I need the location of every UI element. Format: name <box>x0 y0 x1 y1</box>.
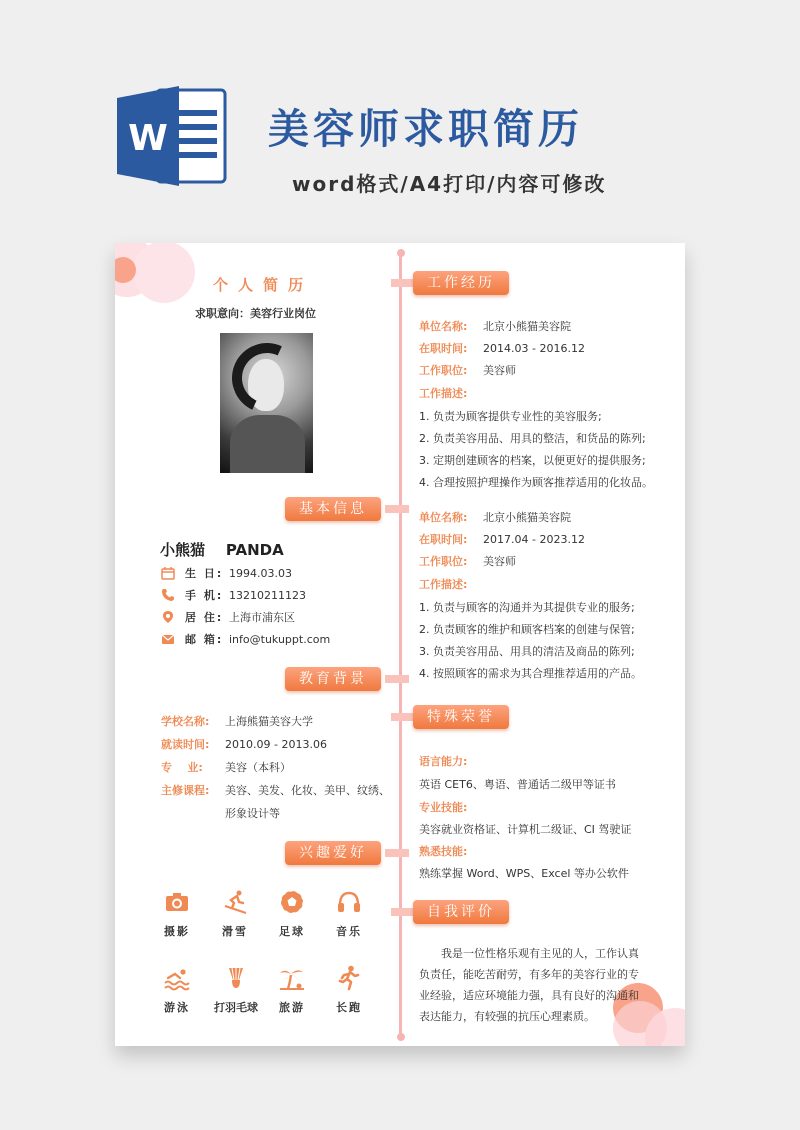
section-education: 教育背景 <box>285 667 381 691</box>
work-label: 单位名称: <box>419 511 468 524</box>
work2-position <box>419 553 516 569</box>
hobby-label: 旅游 <box>279 1001 305 1014</box>
edu-label: 就读时间: <box>161 738 210 751</box>
work-label: 工作职位: <box>419 364 468 377</box>
hobby-label: 足球 <box>279 925 305 938</box>
work-value: 美容师 <box>483 364 516 377</box>
work2-time <box>419 531 585 547</box>
work1-duty: 1. 负责为顾客提供专业性的美容服务; <box>419 410 602 423</box>
work-value: 2017.04 - 2023.12 <box>483 533 585 546</box>
hobby-label: 摄影 <box>164 925 190 938</box>
edu-value: 上海熊猫美容大学 <box>225 715 313 728</box>
hobby-football <box>272 889 312 939</box>
work1-company <box>419 318 571 334</box>
section-connector <box>385 849 409 857</box>
honor-skill-label: 专业技能: <box>419 801 468 814</box>
section-connector <box>385 675 409 683</box>
edu-value: 美容、美发、化妆、美甲、纹绣、 <box>225 784 390 797</box>
edu-value: 2010.09 - 2013.06 <box>225 738 327 751</box>
ski-icon <box>222 889 248 915</box>
work2-duty: 4. 按照顾客的需求为其合理推荐适用的产品。 <box>419 667 642 680</box>
self-evaluation: 我是一位性格乐观有主见的人，工作认真负责任，能吃苦耐劳，有多年的美容行业的专业经验，适应环境能力强，具有良好的沟通和表达能力，有较强的抗压心理素质。 <box>419 947 639 1023</box>
section-connector <box>391 908 415 916</box>
hobby-label: 滑雪 <box>222 925 248 938</box>
job-intent: 求职意向：美容行业岗位 <box>195 307 316 320</box>
headphones-icon <box>336 889 362 915</box>
info-birthday <box>161 565 292 581</box>
work-label: 单位名称: <box>419 320 468 333</box>
edu-courses <box>161 782 390 798</box>
hobby-label: 打羽毛球 <box>214 1001 258 1014</box>
work2-duty: 3. 负责美容用品、用具的清洁及商品的陈列; <box>419 645 635 658</box>
hobby-label: 游泳 <box>164 1001 190 1014</box>
work-value: 2014.03 - 2016.12 <box>483 342 585 355</box>
honor-office-label: 熟悉技能: <box>419 845 468 858</box>
honor-office: 熟练掌握 Word、WPS、Excel 等办公软件 <box>419 867 629 880</box>
hobby-label: 音乐 <box>336 925 362 938</box>
work1-time <box>419 340 585 356</box>
location-icon <box>161 610 175 624</box>
hobby-skiing <box>215 889 255 939</box>
honor-lang: 英语 CET6、粤语、普通话二级甲等证书 <box>419 778 616 791</box>
swim-icon <box>164 965 190 991</box>
edu-school <box>161 713 313 729</box>
profile-photo <box>220 333 313 473</box>
work-value: 北京小熊猫美容院 <box>483 320 571 333</box>
mail-icon <box>161 632 175 646</box>
work-label: 工作职位: <box>419 555 468 568</box>
work2-desc-label: 工作描述: <box>419 578 468 591</box>
calendar-icon <box>161 566 175 580</box>
hobby-badminton <box>211 965 261 1015</box>
info-label: 居 住: <box>185 611 224 624</box>
timeline-dot <box>397 1033 405 1041</box>
honor-lang-label: 语言能力: <box>419 755 468 768</box>
edu-label: 学校名称: <box>161 715 210 728</box>
svg-text:W: W <box>128 118 168 159</box>
info-address <box>161 609 295 625</box>
running-icon <box>336 965 362 991</box>
section-work: 工作经历 <box>413 271 509 295</box>
page-subtitle: word格式/A4打印/内容可修改 <box>292 172 607 196</box>
edu-label: 主修课程: <box>161 784 210 797</box>
hobby-running <box>329 965 369 1015</box>
resume-title: 个人简历 <box>213 276 314 294</box>
hobby-music <box>329 889 369 939</box>
work2-duty: 2. 负责顾客的维护和顾客档案的创建与保管; <box>419 623 635 636</box>
football-icon <box>279 889 305 915</box>
section-honors: 特殊荣誉 <box>413 705 509 729</box>
resume-page <box>115 243 685 1046</box>
honor-skill: 美容就业资格证、计算机二级证、CI 驾驶证 <box>419 823 632 836</box>
section-connector <box>385 505 409 513</box>
phone-icon <box>161 588 175 602</box>
section-connector <box>391 279 415 287</box>
palm-tree-icon <box>279 965 305 991</box>
work-label: 在职时间: <box>419 533 468 546</box>
info-value: 13210211123 <box>229 588 306 602</box>
info-value: info@tukuppt.com <box>229 632 331 646</box>
work-label: 在职时间: <box>419 342 468 355</box>
word-logo-icon <box>117 84 229 188</box>
timeline <box>399 255 402 1040</box>
section-connector <box>391 713 415 721</box>
edu-time <box>161 736 327 752</box>
info-label: 邮 箱: <box>185 633 224 646</box>
info-email <box>161 631 330 647</box>
edu-label: 专 业: <box>161 761 203 774</box>
badminton-icon <box>223 965 249 991</box>
hobby-photography <box>157 889 197 939</box>
decor-circle <box>133 243 195 303</box>
work-value: 美容师 <box>483 555 516 568</box>
hobby-swimming <box>157 965 197 1015</box>
camera-icon <box>164 889 190 915</box>
work-value: 北京小熊猫美容院 <box>483 511 571 524</box>
edu-major <box>161 759 291 775</box>
work2-company <box>419 509 571 525</box>
section-hobbies: 兴趣爱好 <box>285 841 381 865</box>
work1-duty: 2. 负责美容用品、用具的整洁，和货品的陈列; <box>419 432 646 445</box>
info-label: 生 日: <box>185 567 224 580</box>
edu-value: 美容（本科） <box>225 761 291 774</box>
info-value: 1994.03.03 <box>229 566 292 580</box>
work1-desc-label: 工作描述: <box>419 387 468 400</box>
edu-courses-cont: 形象设计等 <box>225 807 280 820</box>
section-basic-info: 基本信息 <box>285 497 381 521</box>
work1-duty: 3. 定期创建顾客的档案，以便更好的提供服务; <box>419 454 646 467</box>
info-phone <box>161 587 306 603</box>
section-self-eval: 自我评价 <box>413 900 509 924</box>
info-value: 上海市浦东区 <box>229 611 295 624</box>
work2-duty: 1. 负责与顾客的沟通并为其提供专业的服务; <box>419 601 635 614</box>
full-name: 小熊猫 PANDA <box>160 541 284 559</box>
work1-position <box>419 362 516 378</box>
info-label: 手 机: <box>185 589 224 602</box>
hobby-label: 长跑 <box>336 1001 362 1014</box>
hobby-travel <box>272 965 312 1015</box>
page-title: 美容师求职简历 <box>268 105 583 153</box>
timeline-dot <box>397 249 405 257</box>
work1-duty: 4. 合理按照护理操作为顾客推荐适用的化妆品。 <box>419 476 653 489</box>
